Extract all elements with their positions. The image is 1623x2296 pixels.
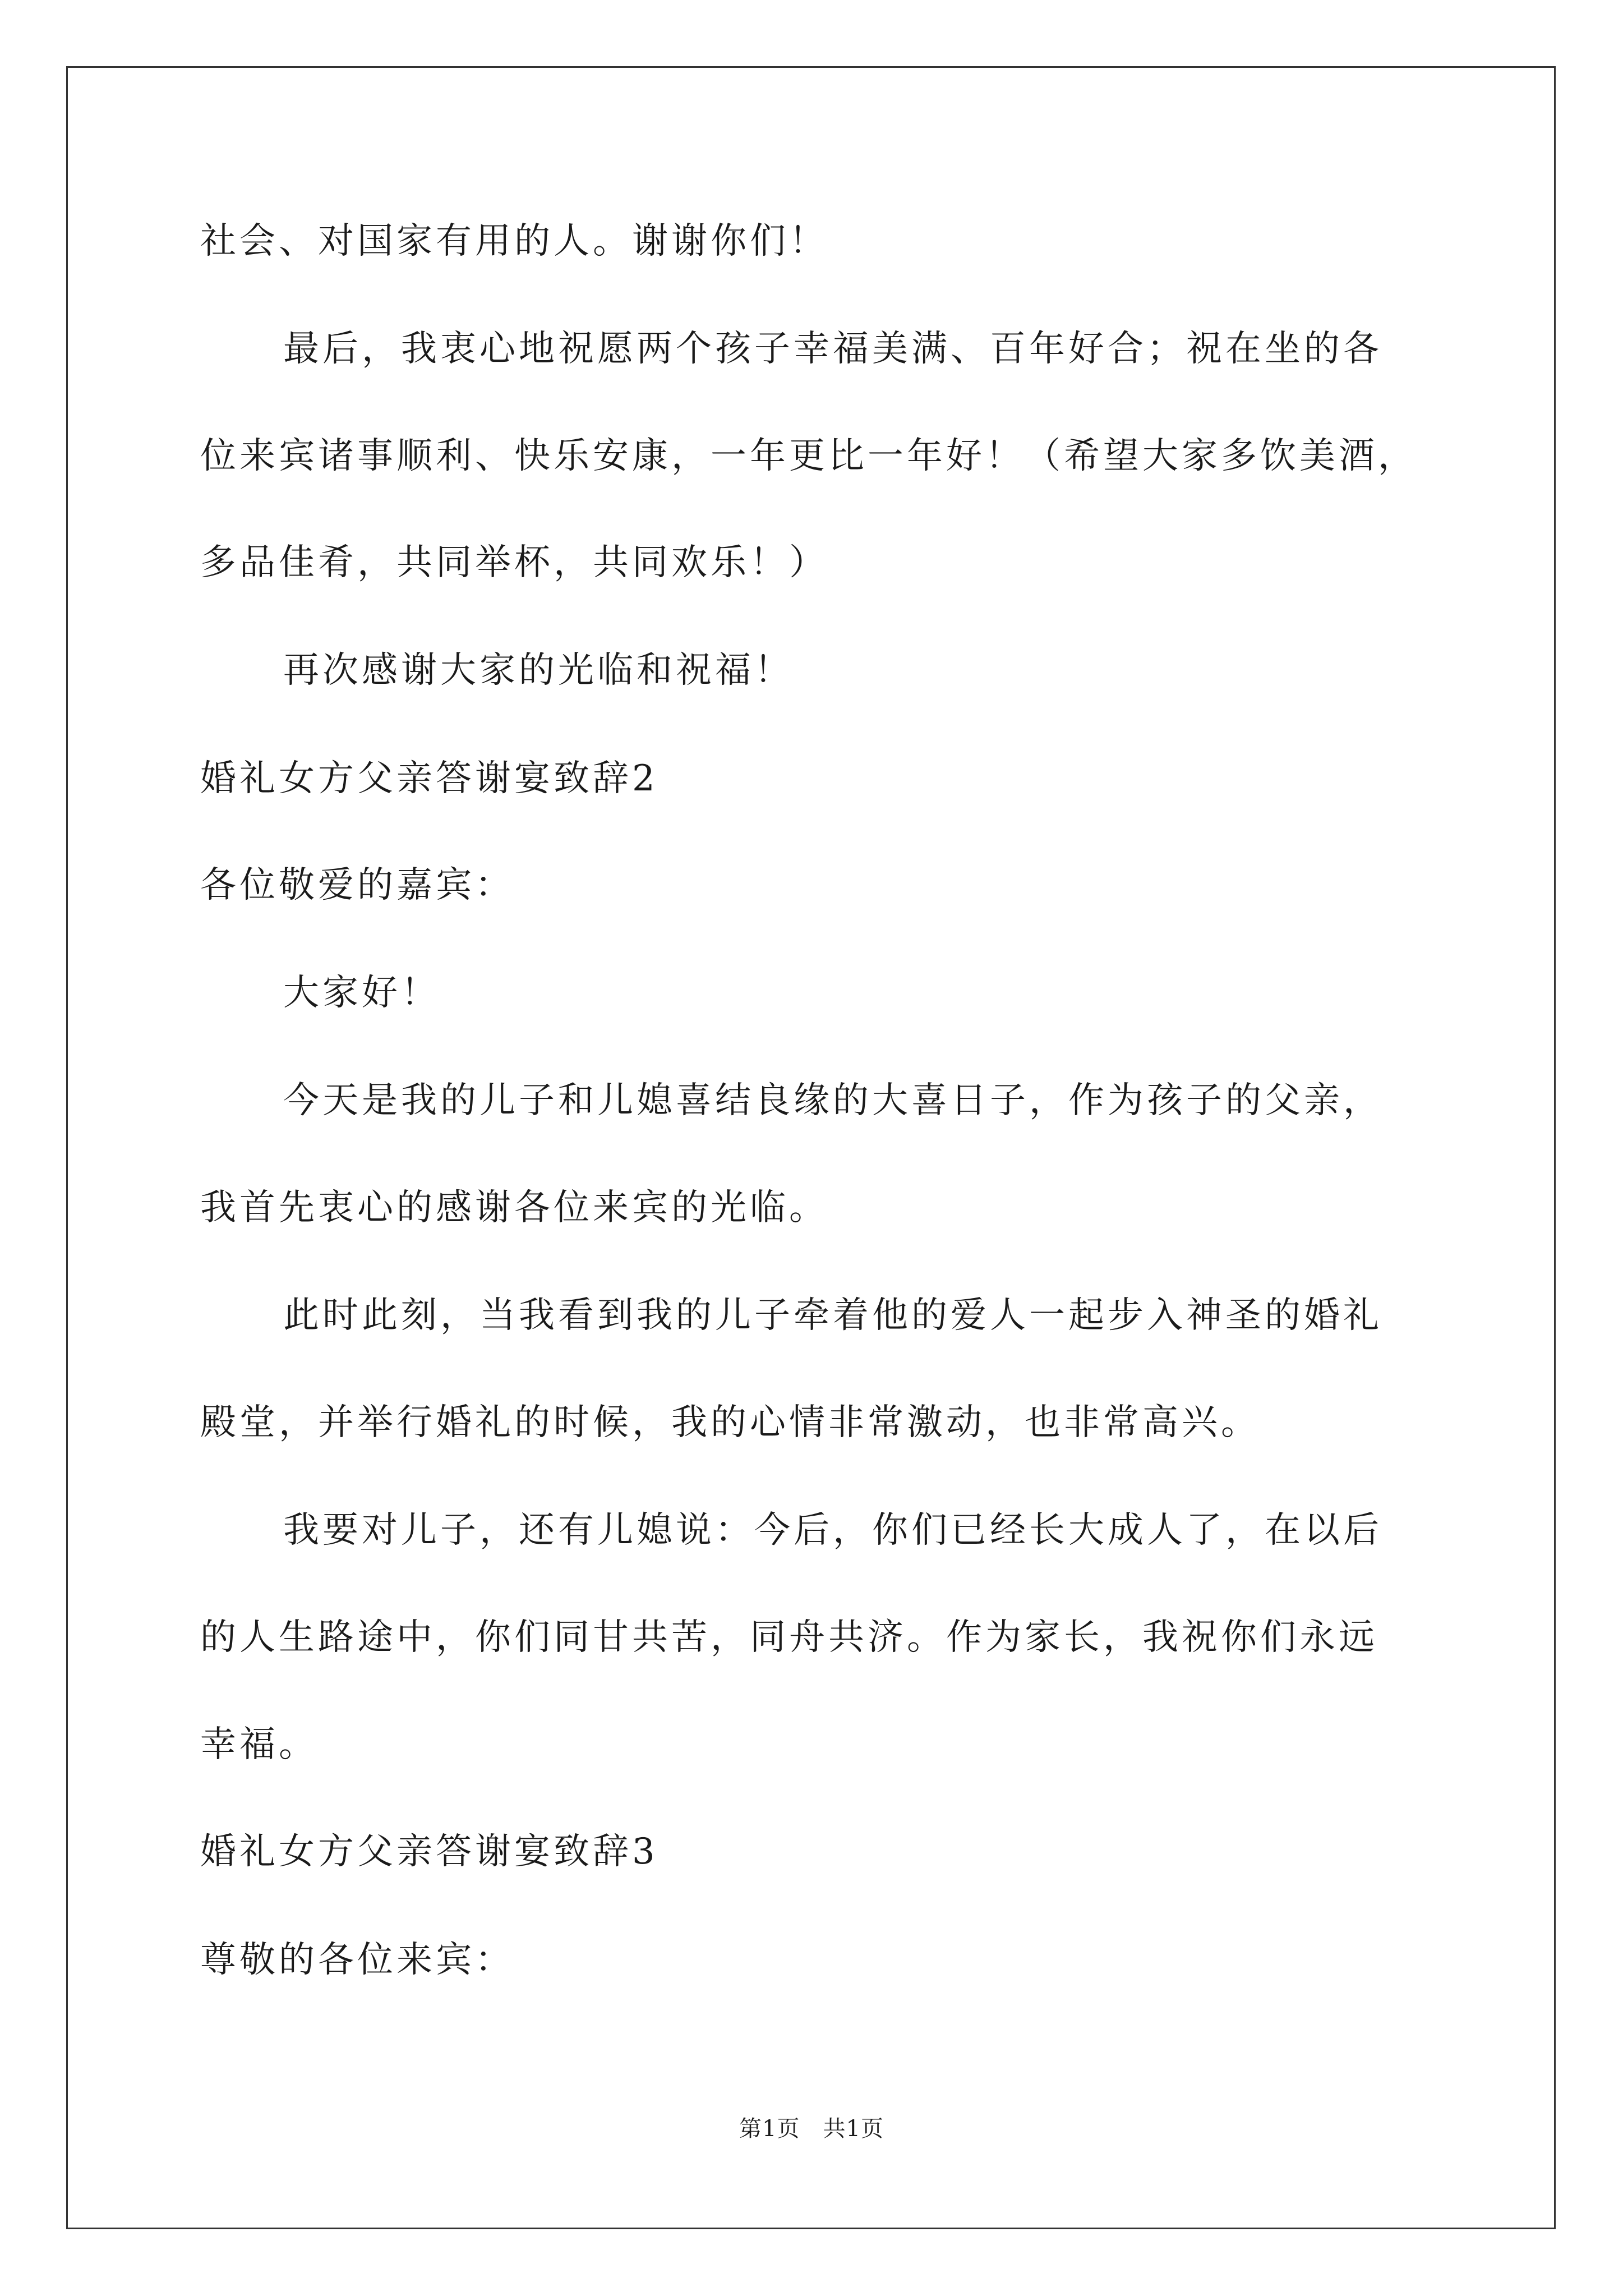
- page-footer: 第1页 共1页: [739, 2116, 884, 2142]
- paragraph-line: 位来宾诸事顺利、快乐安康，一年更比一年好！（希望大家多饮美酒，: [200, 435, 1417, 477]
- section-heading: 婚礼女方父亲答谢宴致辞2: [200, 758, 658, 799]
- paragraph-line: 大家好！: [283, 972, 440, 1014]
- paragraph-line: 此时此刻，当我看到我的儿子牵着他的爱人一起步入神圣的婚礼: [283, 1295, 1382, 1336]
- paragraph-line: 多品佳肴，共同举杯，共同欢乐！）: [200, 542, 828, 583]
- salutation: 各位敬爱的嘉宾：: [200, 864, 514, 906]
- salutation: 尊敬的各位来宾：: [200, 1939, 514, 1981]
- section-heading: 婚礼女方父亲答谢宴致辞3: [200, 1831, 658, 1872]
- paragraph-line: 再次感谢大家的光临和祝福！: [283, 650, 794, 691]
- paragraph-line: 今天是我的儿子和儿媳喜结良缘的大喜日子，作为孩子的父亲，: [283, 1080, 1382, 1121]
- paragraph-line: 我要对儿子，还有儿媳说：今后，你们已经长大成人了，在以后: [283, 1510, 1382, 1551]
- paragraph-line: 社会、对国家有用的人。谢谢你们！: [200, 220, 828, 262]
- paragraph-line: 最后，我衷心地祝愿两个孩子幸福美满、百年好合；祝在坐的各: [283, 328, 1382, 370]
- paragraph-line: 的人生路途中，你们同甘共苦，同舟共济。作为家长，我祝你们永远: [200, 1617, 1378, 1658]
- paragraph-line: 幸福。: [200, 1724, 318, 1765]
- paragraph-line: 我首先衷心的感谢各位来宾的光临。: [200, 1187, 828, 1228]
- paragraph-line: 殿堂，并举行婚礼的时候，我的心情非常激动，也非常高兴。: [200, 1402, 1260, 1443]
- page-border: [66, 66, 1556, 2229]
